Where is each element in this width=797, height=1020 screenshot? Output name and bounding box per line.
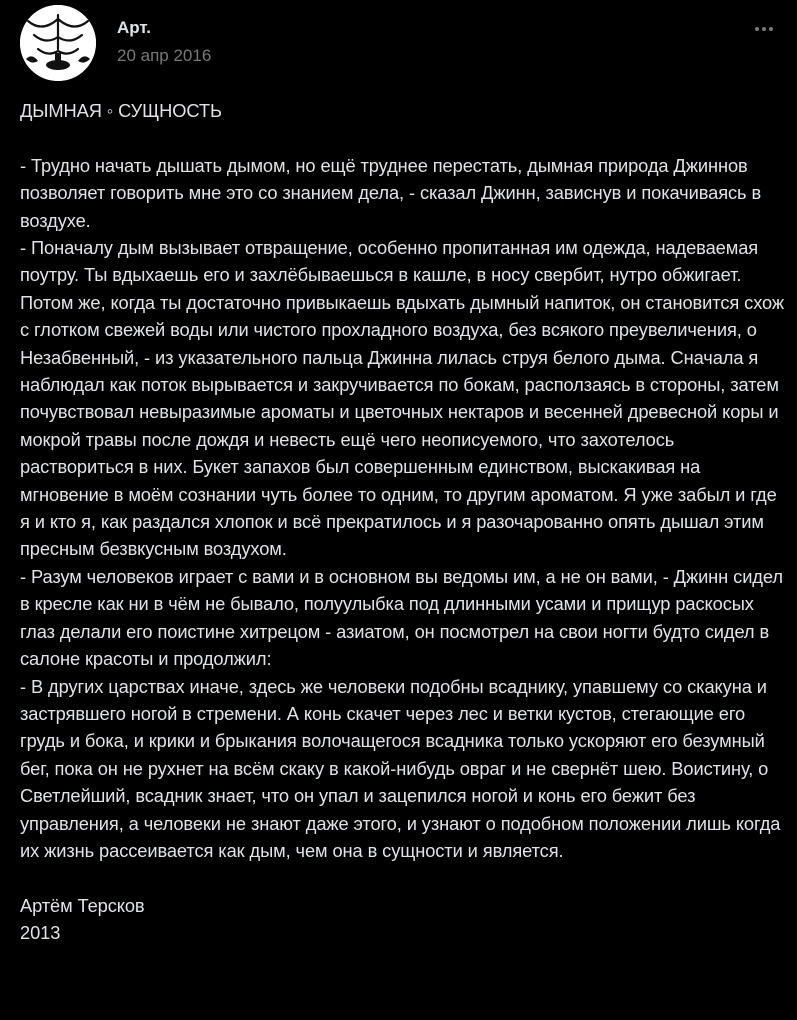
more-dots-icon[interactable] (751, 23, 777, 35)
post-header (20, 5, 777, 81)
post-title: ДЫМНАЯ ◦ СУЩНОСТЬ (20, 100, 222, 121)
dot (769, 27, 773, 31)
spacer (20, 864, 790, 891)
post-paragraph: - В других царствах иначе, здесь же человеки подобны всаднику, упавшему со скакуна и застрявшего ногой в стремени. А конь скачет через лес и ветки кустов, стегающие его грудь и бока, и крики и брыкания волочащегося всадника только ускоряют его безумный бег, пока он не рухнет на всём скаку в какой-нибудь овраг и не свернёт шею. Воистину, о Светлейший, всадник знает, что он упал и зацепился ногой и конь его бежит без управления, а человеки не знают даже этого, и узнают о подобном положении лишь когда их жизнь рассеивается как дым, чем она в сущности и является. (20, 675, 781, 861)
post-year: 2013 (20, 922, 61, 944)
post-signature: Артём Терсков (20, 894, 145, 916)
post-paragraph: - Трудно начать дышать дымом, но ещё труднее перестать, дымная природа Джиннов позволяет говорить мне это со знанием дела, - сказал Джинн, зависнув и покачиваясь в воздухе. (20, 154, 762, 231)
post-text (20, 97, 790, 947)
post-paragraph: - Разум человеков играет с вами и в основном вы ведомы им, а не он вами, - Джинн сидел в кресле как ни в чём не бывало, полуулыбка под длинными усами и прищур раскосых глаз делали его поистине хитрецом - азиатом, он посмотрел на свои ногти будто сидел в салоне красоты и продолжил: (20, 565, 783, 670)
post-date[interactable]: 20 апр 2016 (117, 46, 212, 65)
dot (755, 27, 759, 31)
dot (762, 27, 766, 31)
author-name[interactable]: Арт. (117, 18, 151, 37)
abstract-symbol-avatar-icon (20, 5, 96, 81)
avatar[interactable] (20, 5, 96, 81)
post-paragraph: - Поначалу дым вызывает отвращение, особенно пропитанная им одежда, надеваемая поутру. Ты вдыхаешь его и захлёбываешься в кашле, в носу свербит, нутро обжигает. Потом же, когда ты достаточно привыкаешь вдыхать дымный напиток, он становится схож с глотком свежей воды или чистого прохладного воздуха, без всякого преувеличения, о Незабвенный, - из указательного пальца Джинна лилась струя белого дыма. Сначала я наблюдал как поток вырывается и закручивается по бокам, расползаясь в стороны, затем почувствовал невыразимые ароматы и цветочных нектаров и весенней древесной коры и мокрой травы после дождя и невесть ещё чего неописуемого, что захотелось раствориться в них. Букет запахов был совершенным единством, выскакивая на мгновение в моём сознании чуть более то одним, то другим ароматом. Я уже забыл и где я и кто я, как раздался хлопок и всё прекратилось и я разочарованно опять дышал этим пресным безвкусным воздухом. (20, 237, 785, 560)
spacer (20, 124, 790, 151)
